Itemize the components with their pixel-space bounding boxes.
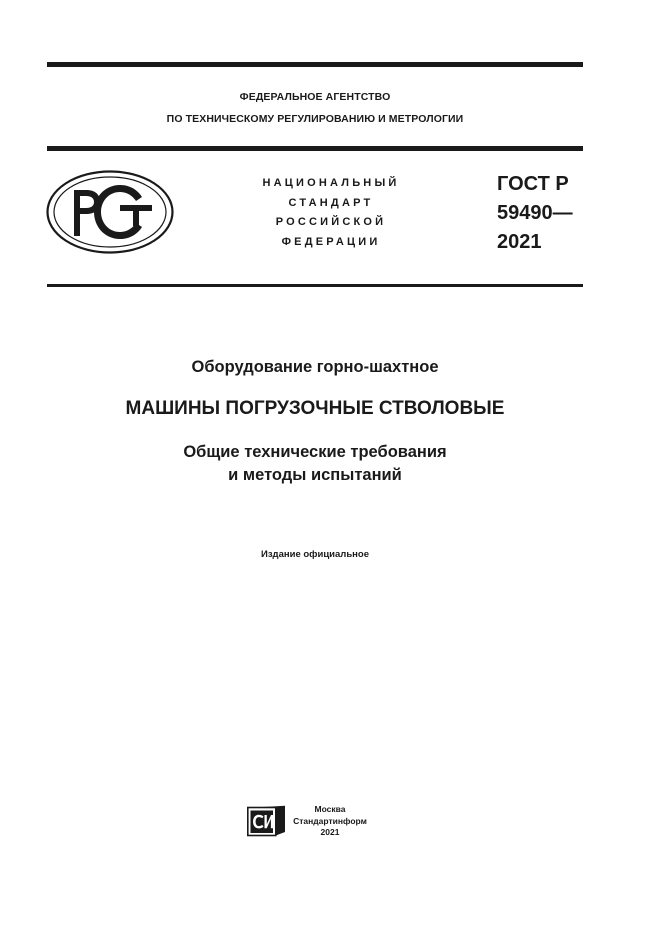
publisher-name: Стандартинформ xyxy=(293,815,367,826)
national-standard-line-3: РОССИЙСКОЙ xyxy=(275,216,387,228)
publisher-year: 2021 xyxy=(320,827,340,837)
standartinform-logo-icon xyxy=(247,805,287,837)
national-standard-block xyxy=(228,174,434,252)
middle-rule xyxy=(47,146,583,151)
gost-number-line-2: 59490— xyxy=(497,202,573,224)
document-subtitle xyxy=(47,441,583,487)
document-subtitle-line-1: Общие технические требования xyxy=(183,443,447,461)
rst-emblem-icon xyxy=(44,168,176,256)
agency-line-1: ФЕДЕРАЛЬНОЕ АГЕНТСТВО xyxy=(239,91,391,103)
official-edition-label: Издание официальное xyxy=(261,549,369,560)
publisher-city: Москва xyxy=(314,804,346,814)
document-main-title: МАШИНЫ ПОГРУЗОЧНЫЕ СТВОЛОВЫЕ xyxy=(125,398,505,419)
agency-line-2: ПО ТЕХНИЧЕСКОМУ РЕГУЛИРОВАНИЮ И МЕТРОЛОГИИ xyxy=(166,113,464,125)
national-standard-line-4: ФЕДЕРАЦИИ xyxy=(281,235,381,248)
document-subtitle-line-2: и методы испытаний xyxy=(228,466,402,484)
bottom-rule xyxy=(47,284,583,287)
gost-number xyxy=(497,170,573,257)
publisher-block xyxy=(288,804,372,839)
top-rule xyxy=(47,62,583,67)
gost-number-line-3: 2021 xyxy=(497,231,542,253)
gost-number-line-1: ГОСТ Р xyxy=(497,173,569,195)
national-standard-line-1: НАЦИОНАЛЬНЫЙ xyxy=(262,177,400,189)
national-standard-line-2: СТАНДАРТ xyxy=(288,196,374,209)
document-group-title: Оборудование горно-шахтное xyxy=(191,358,439,376)
